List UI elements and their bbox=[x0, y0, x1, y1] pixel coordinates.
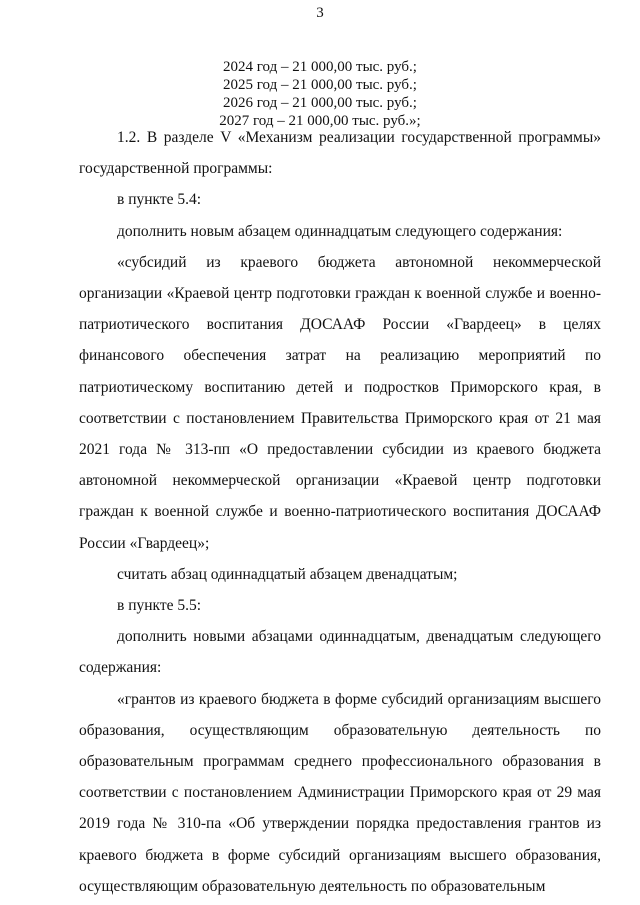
amount-line-2026: 2026 год – 21 000,00 тыс. руб.; bbox=[223, 95, 417, 111]
paragraph-renumber: считать абзац одиннадцатый абзацем двенадцатым; bbox=[117, 565, 458, 583]
paragraph-point-5-5: в пункте 5.5: bbox=[117, 597, 202, 615]
paragraph-add-eleventh-twelfth: дополнить новыми абзацами одиннадцатым, двенадцатым следующего содержания: bbox=[79, 628, 601, 677]
paragraph-grants-higher-ed: «грантов из краевого бюджета в форме субсидий организациям высшего образования, осуществляющим образовательную деятельность по образовательным программам среднего профессионального образования в соответствии с постановлением Администрации Приморского края от 29 мая 2019 года № 310-па «Об утверждении порядка предоставления грантов из краевого бюджета в форме субсидий организациям высшего образования, осуществляющим образовательную деятельность по образовательным bbox=[79, 690, 601, 895]
amount-line-2024: 2024 год – 21 000,00 тыс. руб.; bbox=[223, 59, 417, 75]
paragraph-section-v: 1.2. В разделе V «Механизм реализации государственной программы» государственной программы: bbox=[79, 129, 601, 178]
amount-line-2027: 2027 год – 21 000,00 тыс. руб.»; bbox=[219, 113, 421, 129]
amount-line-2025: 2025 год – 21 000,00 тыс. руб.; bbox=[223, 77, 417, 93]
paragraph-subsidy-dosaaf: «субсидий из краевого бюджета автономной некоммерческой организации «Краевой центр подготовки граждан к военной службе и военно-патриотического воспитания ДОСААФ России «Гвардеец» в целях финансового обеспечения затрат на реализацию мероприятий по патриотическому воспитанию детей и подростков Приморского края, в соответствии с постановлением Правительства Приморского края от 21 мая 2021 года № 313-пп «О предоставлении субсидии из краевого бюджета автономной некоммерческой организации «Краевой центр подготовки граждан к военной службе и военно-патриотического воспитания ДОСААФ России «Гвардеец»; bbox=[79, 253, 601, 552]
page-number: 3 bbox=[316, 5, 324, 21]
funding-amounts bbox=[0, 58, 640, 130]
document-body bbox=[79, 122, 601, 902]
paragraph-point-5-4: в пункте 5.4: bbox=[117, 191, 202, 209]
paragraph-add-eleventh: дополнить новым абзацем одиннадцатым следующего содержания: bbox=[117, 222, 563, 240]
